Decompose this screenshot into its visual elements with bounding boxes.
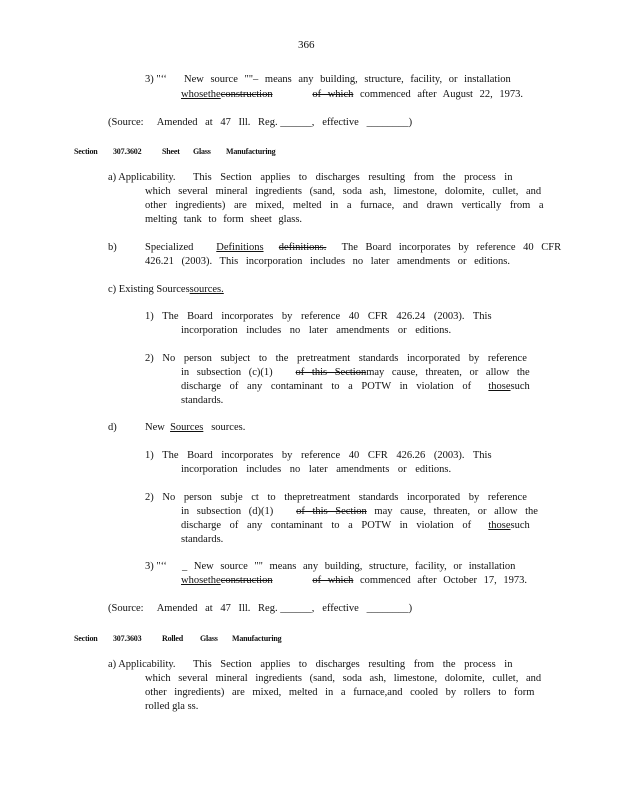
- source-note-2: (Source: Amended at 47 Ill. Reg. ______, effective ________): [108, 603, 413, 614]
- s1-c-label: c) Existing Sourcessources.: [108, 284, 224, 295]
- intro-item-struck-2: of which: [312, 89, 354, 100]
- s1-c1-line1: 1) The Board incorporates by reference 40 CFR 426.24 (2003). This: [145, 311, 492, 322]
- s2-a-line1: This Section applies to discharges resulting from the process in: [193, 659, 513, 670]
- s2-a-line4: rolled gla ss.: [145, 701, 199, 712]
- s1-d3-line1: _ New source "" means any building, structure, facility, or installation: [182, 561, 516, 572]
- s1-b-line1: Specialized Definitions definitions. The Board incorporates by reference 40 CFR: [145, 242, 562, 253]
- s1-a-label: a) Applicability.: [108, 172, 176, 183]
- s1-b-label: b): [108, 242, 117, 253]
- intro-item-end: commenced after August 22, 1973.: [360, 89, 523, 100]
- s1-a-line3: other ingredients) are mixed, melted in a furnace, and drawn vertically from a: [145, 200, 544, 211]
- s1-d2-line3: discharge of any contaminant to a POTW in violation of thosesuch: [181, 520, 530, 531]
- intro-item-struck: construction: [220, 89, 273, 100]
- s1-c2-line3: discharge of any contaminant to a POTW in violation of thosesuch: [181, 381, 530, 392]
- s1-d-line: New Sources sources.: [145, 422, 246, 433]
- document-page: 366 3) "‘‘ New source ""– means any building, structure, facility, or installation whosetheconstruction of which commenced after August 22, 1973. (Source: Amended at 47 Ill. Reg. ______, effective ________) Section 307.3602 Sheet Glass Manufacturing a) Applicability. This Section applies to discharges resulting from the process in which several mineral ingredients (sand, soda ash, limestone, dolomite, cullet, and other ingredients) are mixed, melted in a furnace, and drawn vertically from a melting tank to form sheet glass. b) Specialized Definitions definitions. The Board incorporates by reference 40 CFR 426.21 (2003). This incorporation includes no later amendments or editions. c) Existing Sourcessources. 1) The Board incorporates by reference 40 CFR 426.24 (2003). This incorporation includes no later amendments or editions. 2) No person subject to the pretreatment standards incorporated by reference in subsection (c)(1) of this Sectionmay cause, threaten, or allow the discharge of any contaminant to a POTW in violation of thosesuch standards. d) New Sources sources. 1) The Board incorporates by reference 40 CFR 426.26 (2003). This incorporation includes no later amendments or editions. 2) No person subje ct to thepretreatment standards incorporated by reference in subsection (d)(1) of this Section may cause, threaten, or allow the discharge of any contaminant to a POTW in violation of thosesuch standards. 3) "‘‘ _ New source "" means any building, structure, facility, or installation whosetheconstruction of which commenced after October 17, 1973. (Source: Amended at 47 Ill. Reg. ______, effective ________) Section 307.3603 Rolled Glass Manufacturing a) Applicability. This Section applies to discharges resulting from the process in which several mineral ingredients (sand, soda ash, limestone, dolomite, cullet, and other ingredients) are mixed, melted in a furnace,and cooled by rollers to form rolled gla ss.: [74, 39, 562, 712]
- s1-d-label: d): [108, 422, 117, 433]
- s2-a-line2: which several mineral ingredients (sand, soda ash, limestone, dolomite, cullet, and: [145, 673, 542, 684]
- intro-item-line2: [181, 88, 523, 102]
- s1-b-line2: 426.21 (2003). This incorporation includes no later amendments or editions.: [145, 256, 510, 267]
- source-note-1: (Source: Amended at 47 Ill. Reg. ______, effective ________): [108, 117, 413, 128]
- s1-c1-line2: incorporation includes no later amendments or editions.: [181, 325, 452, 336]
- s1-a-line2: which several mineral ingredients (sand, soda ash, limestone, dolomite, cullet, and: [145, 186, 542, 197]
- s1-d2-line2: in subsection (d)(1) of this Section may cause, threaten, or allow the: [181, 506, 538, 517]
- intro-item-label: 3) "‘‘: [145, 74, 167, 85]
- s1-a-line1: This Section applies to discharges resulting from the process in: [193, 172, 513, 183]
- intro-item-inserted: whosethe: [181, 89, 221, 100]
- s1-d1-line2: incorporation includes no later amendments or editions.: [181, 464, 452, 475]
- s1-c2-line1: 2) No person subject to the pretreatment standards incorporated by reference: [145, 353, 527, 364]
- s1-d2-line1: 2) No person subje ct to thepretreatment standards incorporated by reference: [145, 492, 527, 503]
- s1-a-line4: melting tank to form sheet glass.: [145, 214, 303, 225]
- s2-a-line3: other ingredients) are mixed, melted in a furnace,and cooled by rollers to form: [145, 687, 535, 698]
- s2-a-label: a) Applicability.: [108, 659, 176, 670]
- s1-d1-line1: 1) The Board incorporates by reference 40 CFR 426.26 (2003). This: [145, 450, 492, 461]
- s1-c2-line4: standards.: [181, 395, 224, 406]
- page-number: 366: [298, 39, 315, 51]
- intro-item-line1: New source ""– means any building, structure, facility, or installation: [184, 74, 511, 85]
- s1-d3-line2: whosetheconstruction of which commenced after October 17, 1973.: [181, 575, 528, 586]
- s1-c2-line2: in subsection (c)(1) of this Sectionmay cause, threaten, or allow the: [181, 367, 530, 378]
- s1-d3-label: 3) "‘‘: [145, 561, 167, 572]
- s1-d2-line4: standards.: [181, 534, 224, 545]
